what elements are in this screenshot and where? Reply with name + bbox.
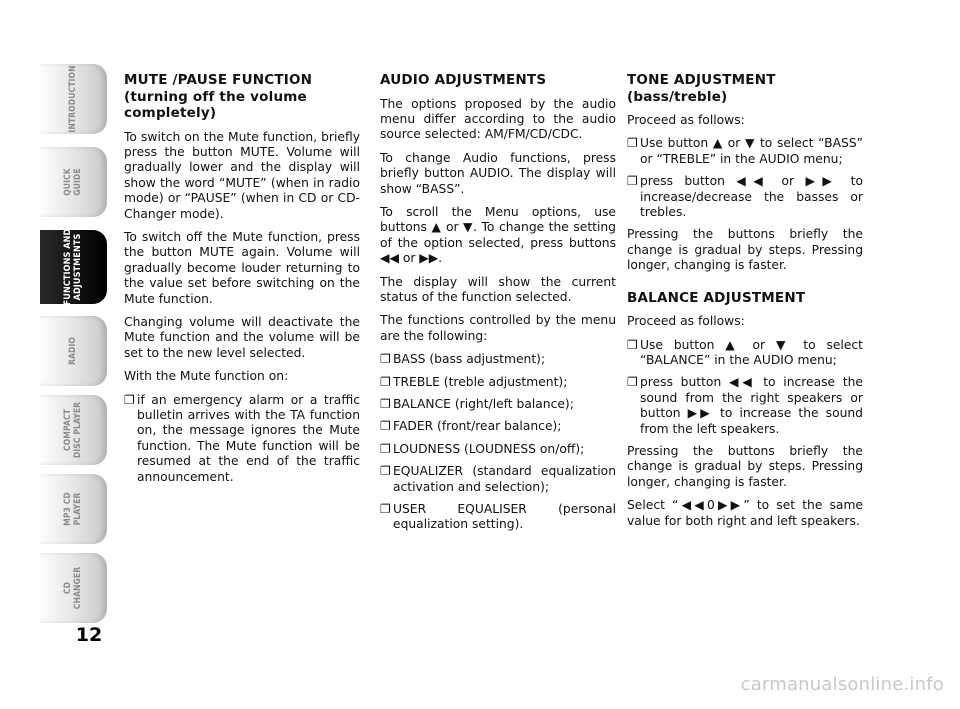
tab-label: RADIO (68, 336, 78, 366)
heading-tone-adjustment (627, 72, 863, 105)
tab-label: MP3 CD PLAYER (63, 492, 83, 526)
list-item-text: BASS (bass adjustment); (393, 352, 546, 367)
paragraph: To switch off the Mute function, press the button MUTE again. Volume will gradually become louder returning to the value set before switching on the Mute function. (124, 229, 360, 306)
paragraph: Proceed as follows: (627, 314, 745, 329)
page-number: 12 (75, 624, 103, 646)
paragraph: Select “◀◀0▶▶” to set the same value for both right and left speakers. (627, 498, 863, 528)
heading-text: MUTE /PAUSE FUNCTION (124, 72, 313, 88)
list-item-text: BALANCE (right/left balance); (393, 397, 574, 411)
paragraph: Pressing the buttons briefly the change is gradual by steps. Pressing longer, changing is faster. (627, 444, 863, 489)
list-item (380, 502, 616, 533)
checkbox-bullet-icon: ❐ (124, 392, 135, 407)
list-item (627, 338, 863, 369)
list-item-text: Use button ▲ or ▼ to select “BASS” or “TREBLE” in the AUDIO menu; (640, 136, 863, 166)
paragraph: Proceed as follows: (627, 113, 745, 127)
list-item (380, 464, 616, 495)
list-item (380, 419, 616, 434)
heading-text: TONE ADJUSTMENT (627, 72, 776, 88)
list-item (380, 397, 616, 412)
list-item-text: FADER (front/rear balance); (393, 419, 562, 434)
paragraph: Pressing the buttons briefly the change is gradual by steps. Pressing longer, changing is faster. (627, 227, 863, 273)
checkbox-bullet-icon: ❐ (380, 502, 391, 517)
column-mute-pause (124, 72, 360, 492)
paragraph: To switch on the Mute function, briefly press the button MUTE. Volume will gradually lower and the display will show the word “MUTE” (when in radio mode) or “PAUSE” (when in CD or CD-Changer mode). (124, 129, 360, 221)
subheading-text: (turning off the volume completely) (124, 88, 307, 121)
paragraph: The options proposed by the audio menu differ according to the audio source selected: AM/FM/CD/CDC. (380, 96, 616, 142)
tab-label: FUNCTIONS AND ADJUSTMENTS (63, 228, 83, 306)
tab-radio[interactable] (40, 316, 107, 386)
list-item (380, 352, 616, 367)
list-item (627, 375, 863, 437)
tab-compact-disc-player[interactable] (40, 395, 107, 465)
list-item-text: LOUDNESS (LOUDNESS on/off); (393, 441, 585, 456)
checkbox-bullet-icon: ❐ (627, 375, 638, 390)
list-item (124, 393, 360, 485)
paragraph: To change Audio functions, press briefly button AUDIO. The display will show “BASS”. (380, 150, 616, 196)
paragraph: The functions controlled by the menu are the following: (380, 313, 616, 343)
checkbox-bullet-icon: ❐ (380, 397, 391, 411)
heading-mute-pause (124, 72, 360, 122)
list-item-text: Use button ▲ or ▼ to select “BALANCE” in the AUDIO menu; (640, 337, 863, 367)
list-item-text: TREBLE (treble adjustment); (393, 374, 568, 389)
tab-label: CD CHANGER (63, 566, 83, 610)
checkbox-bullet-icon: ❐ (380, 441, 391, 456)
list-item (627, 174, 863, 220)
subheading-text: (bass/treble) (627, 88, 728, 105)
tab-label: COMPACT DISC PLAYER (63, 401, 83, 459)
checkbox-bullet-icon: ❐ (380, 352, 391, 367)
tab-mp3-cd-player[interactable] (40, 474, 107, 544)
tab-introduction[interactable] (40, 64, 107, 134)
column-tone-balance (627, 72, 863, 537)
checkbox-bullet-icon: ❐ (627, 337, 638, 352)
list-item (627, 136, 863, 167)
list-item-text: USER EQUALISER (personal equalization setting). (393, 502, 616, 532)
watermark: carmanualsonline.info (740, 674, 944, 695)
checkbox-bullet-icon: ❐ (380, 419, 391, 434)
list-item (380, 442, 616, 457)
checkbox-bullet-icon: ❐ (627, 136, 638, 151)
tab-label: QUICK GUIDE (63, 168, 83, 196)
list-item-text: EQUALIZER (standard equalization activation and selection); (393, 464, 616, 494)
paragraph: With the Mute function on: (124, 369, 289, 384)
tab-cd-changer[interactable] (40, 553, 107, 623)
heading-balance-adjustment: BALANCE ADJUSTMENT (627, 289, 806, 306)
list-item-text: press button ◀◀ or ▶▶ to increase/decrease the basses or trebles. (640, 174, 863, 220)
tab-label: INTRODUCTION (68, 65, 78, 133)
checkbox-bullet-icon: ❐ (380, 464, 391, 479)
list-item (380, 375, 616, 390)
list-item-text: if an emergency alarm or a traffic bulletin arrives with the TA function on, the message ignores the Mute function. The Mute function will be resumed at the end of the traffic announcement. (137, 392, 360, 484)
tab-quick-guide[interactable] (40, 147, 107, 217)
paragraph: The display will show the current status of the function selected. (380, 274, 616, 304)
list-item-text: press button ◀◀ to increase the sound from the right speakers or button ▶▶ to increase the sound from the left speakers. (640, 375, 863, 436)
checkbox-bullet-icon: ❐ (627, 174, 638, 189)
column-audio-adjustments (380, 72, 616, 540)
paragraph: Changing volume will deactivate the Mute function and the volume will be set to the new level selected. (124, 314, 360, 360)
tab-functions-and-adjustments[interactable] (40, 230, 107, 304)
checkbox-bullet-icon: ❐ (380, 374, 391, 389)
paragraph: To scroll the Menu options, use buttons ▲ or ▼. To change the setting of the option selected, press buttons ◀◀ or ▶▶. (380, 204, 616, 266)
heading-audio-adjustments: AUDIO ADJUSTMENTS (380, 72, 547, 88)
